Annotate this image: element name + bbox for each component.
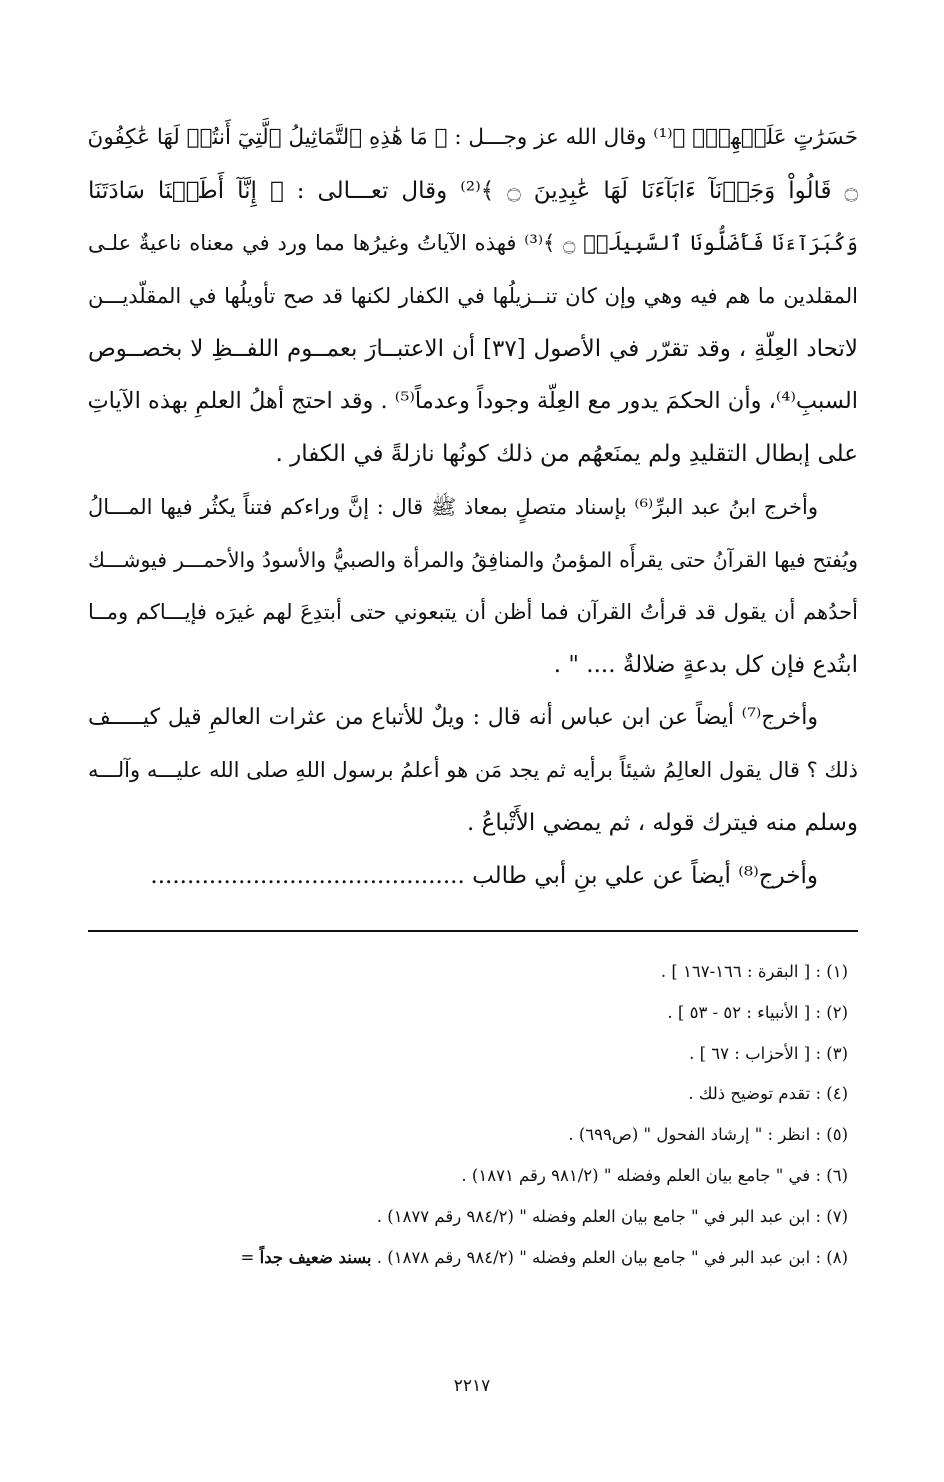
footnote-separator: [88, 930, 858, 932]
footnote-text: تقدم توضيح ذلك .: [688, 1084, 811, 1104]
footnote: [88, 1074, 858, 1115]
footnote-number: (٢) :: [815, 1002, 848, 1022]
footnote: [88, 1156, 858, 1197]
footnote-text: [ الأحزاب : ٦٧ ] .: [689, 1043, 811, 1063]
text-line: أحدُهم أن يقول قد قرأتُ القرآن فما أظن أن يتبعوني حتى أبتدِعَ لهم غيرَه فإيـــاكم ومــا: [88, 600, 858, 625]
continuation-mark: =: [240, 1247, 255, 1267]
text-line: حَسَرَٰتٍ عَلَيۡهِمۡۖ ﴾⁽¹⁾ وقال الله عز وجـــل : ﴿ مَا هَٰذِهِ ٱلتَّمَاثِيلُ ٱلَّتِيٓ أَنتُمۡ لَهَا عَٰكِفُونَ: [88, 125, 858, 150]
footnote-number: (٧) :: [815, 1206, 848, 1226]
text-line: ابتُدع فإن كل بدعةٍ ضلالةٌ .... " .: [553, 651, 858, 678]
footnote-text: [ البقرة : ١٦٦-١٦٧ ] .: [660, 962, 811, 981]
text-line: لاتحاد العِلّةِ ، وقد تقرّر في الأصول [٣٧] أن الاعتبــارَ بعمــوم اللفــظِ لا بخصــوص: [88, 335, 858, 362]
footnote: [88, 1034, 858, 1075]
footnote-number: (١) :: [815, 962, 848, 981]
footnote-grading: بسند ضعيف جداً: [259, 1247, 372, 1267]
text-line: ۝ قَالُواْ وَجَدۡنَآ ءَابَآءَنَا لَهَا عَٰبِدِينَ ۝ ﴾⁽²⁾ وقال تعـــالى : ﴿ إِنَّآ أَطَعۡنَا سَادَتَنَا: [88, 177, 858, 204]
text-line: ويُفتح فيها القرآنُ حتى يقرأَه المؤمنُ والمنافِقُ والمرأة والصبيُّ والأسودُ والأحمـــر فيوشـــك: [88, 547, 858, 572]
footnote-text: [ الأنبياء : ٥٢ - ٥٣ ] .: [667, 1002, 811, 1022]
footnote-number: (٤) :: [815, 1084, 848, 1104]
footnote-number: (٥) :: [815, 1125, 848, 1145]
text-line: وأخرج ابنُ عبد البرِّ⁽⁶⁾ بإسناد متصلٍ بمعاذ ﷺ قال : إنَّ وراءكم فتناً يكثُر فيها المـــالُ: [88, 494, 819, 519]
footnote: [88, 993, 858, 1034]
footnotes: [88, 952, 858, 1278]
footnote: [88, 1238, 858, 1279]
text-line: وأخرج⁽⁷⁾ أيضاً عن ابن عباس أنه قال : ويلٌ للأتباع من عثرات العالمِ قيل كيـــــف: [88, 704, 818, 730]
main-text: [88, 112, 858, 902]
footnote: [88, 1115, 858, 1156]
text-line: على إبطال التقليدِ ولم يمنَعهُم من ذلك كونُها نازلةً في الكفار .: [275, 441, 858, 468]
footnote-text: في " جامع بيان العلم وفضله " (٩٨١/٢ رقم ١٨٧١) .: [461, 1165, 811, 1185]
text-line: وسلم منه فيترك قوله ، ثم يمضي الأَتْباعُ .: [467, 809, 858, 836]
footnote: [88, 1197, 858, 1238]
text-line: ذلك ؟ قال يقول العالِمُ شيئاً برأيه ثم يجد مَن هو أعلمُ برسول اللهِ صلى الله عليـــه وآلـــه: [88, 758, 858, 783]
footnote-number: (٨) :: [815, 1247, 848, 1267]
page-number: ٢٢١٧: [453, 1376, 491, 1396]
text-line: المقلدين ما هم فيه وهي وإن كان تنــزيلُها في الكفار لكنها قد صح تأويلُها في المقلّديـــن: [88, 284, 858, 309]
text-line: وأخرج⁽⁸⁾ أيضاً عن علي بنِ أبي طالب ...........................................: [150, 862, 818, 889]
text-line: وَكُبَرَآءَنَا فَأَضَلُّونَا ٱلسَّبِيلَا۠ ۝ ﴾⁽³⁾ فهذه الآياتُ وغيرُها مما ورد في معناه ناعيةٌ علـى: [88, 231, 858, 256]
footnote-text: ابن عبد البر في " جامع بيان العلم وفضله " (٩٨٤/٢ رقم ١٨٧٧) .: [376, 1206, 811, 1226]
footnote-text: انظر : " إرشاد الفحول " (ص٦٩٩) .: [568, 1125, 811, 1145]
footnote-number: (٣) :: [815, 1043, 848, 1063]
text-line: السببِ⁽⁴⁾، وأن الحكمَ يدور مع العِلّة وجوداً وعدماً⁽⁵⁾ . وقد احتج أهلُ العلمِ بهذه الآياتِ: [88, 388, 858, 415]
footnote-number: (٦) :: [815, 1165, 848, 1185]
footnote: [88, 952, 858, 993]
footnote-text: ابن عبد البر في " جامع بيان العلم وفضله " (٩٨٤/٢ رقم ١٨٧٨) .: [376, 1247, 811, 1267]
